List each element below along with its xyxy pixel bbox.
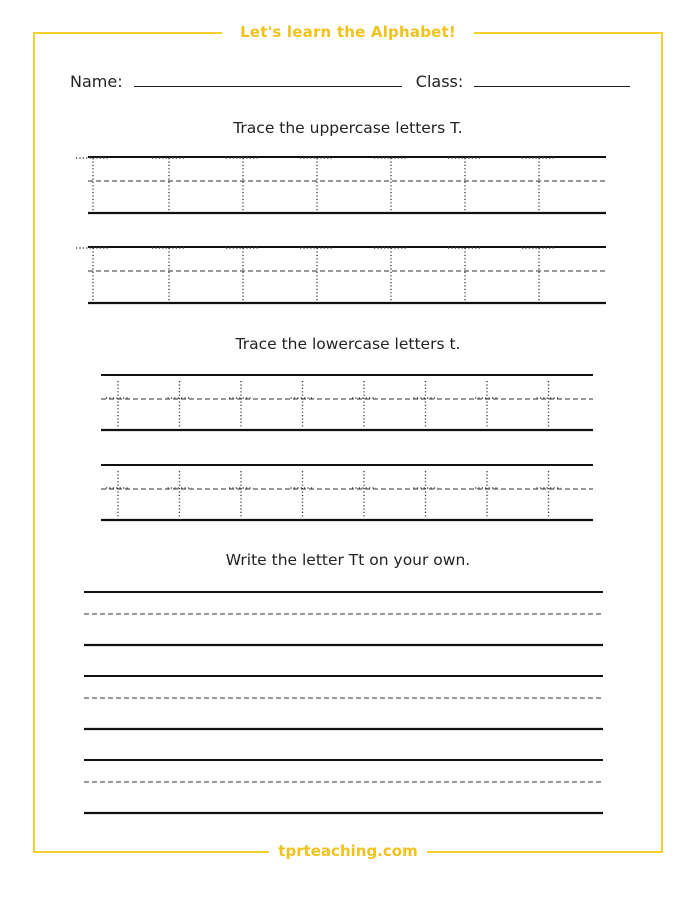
name-label: Name: — [70, 72, 123, 91]
website-link[interactable]: tprteaching.com — [269, 842, 426, 860]
free-write-heading: Write the letter Tt on your own. — [225, 551, 471, 569]
free-write-area[interactable] — [84, 592, 603, 813]
lowercase-tracing-area[interactable] — [101, 375, 593, 520]
lowercase-heading: Trace the lowercase letters t. — [235, 335, 461, 353]
class-label: Class: — [415, 72, 464, 91]
uppercase-heading: Trace the uppercase letters T. — [233, 119, 463, 137]
uppercase-tracing-area[interactable] — [76, 157, 606, 303]
title-text: Let's learn the Alphabet! — [231, 23, 465, 41]
footer — [0, 841, 696, 860]
